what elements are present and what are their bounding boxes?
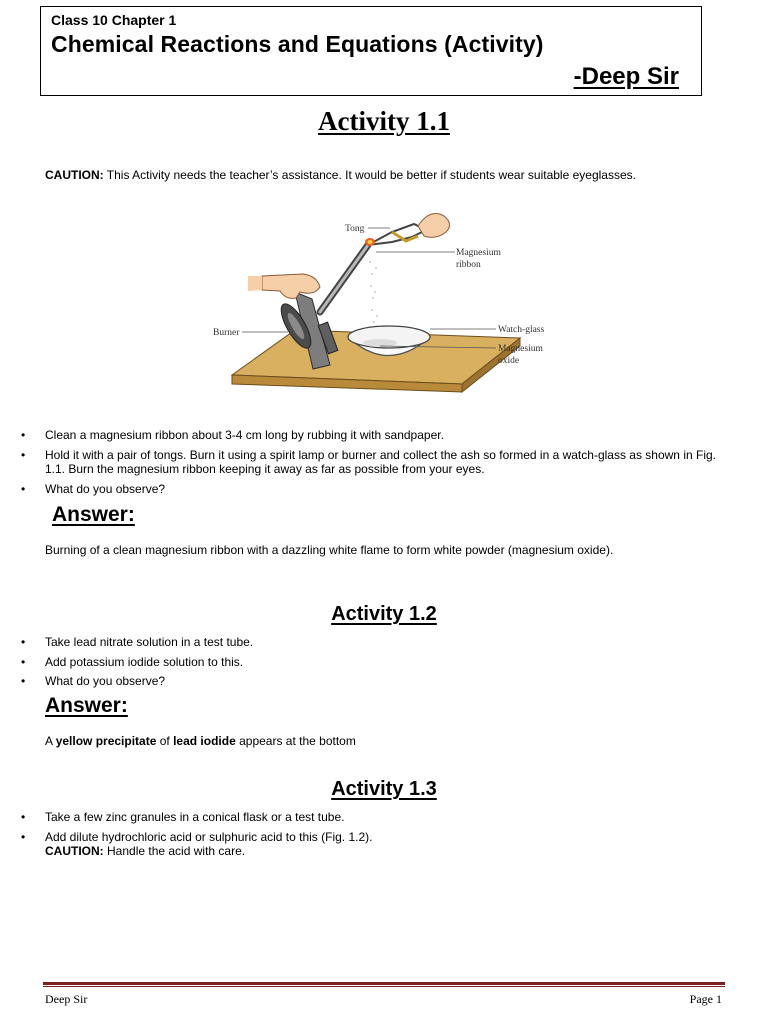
activity-1-2-answer-text [45, 734, 356, 748]
answer-lead-iodide: lead iodide [173, 734, 236, 748]
label-magnesium-oxide-1: Magnesium [498, 344, 543, 354]
header-box [40, 6, 702, 96]
activity-1-1-steps [45, 428, 735, 501]
activity-1-1-heading: Activity 1.1 [318, 106, 450, 136]
author-signature: -Deep Sir [573, 63, 679, 90]
label-watch-glass: Watch-glass [498, 325, 545, 335]
activity-1-1-caution [45, 168, 636, 182]
footer-author: Deep Sir [45, 992, 88, 1006]
activity-1-1-answer-heading: Answer: [52, 503, 135, 526]
caution-label: CAUTION: [45, 844, 104, 858]
caution-label: CAUTION: [45, 168, 104, 182]
caution-text: Handle the acid with care. [103, 844, 246, 858]
activity-1-3-caution [45, 844, 735, 859]
answer-mid: of [156, 734, 174, 748]
answer-yellow-precipitate: yellow precipitate [55, 734, 157, 748]
answer-prefix: A [45, 734, 56, 748]
page-number: Page 1 [689, 992, 722, 1006]
activity-1-2-heading: Activity 1.2 [331, 603, 437, 625]
label-magnesium-ribbon-2: ribbon [456, 260, 481, 270]
activity-1-2-steps [45, 635, 735, 694]
list-item: • Take lead nitrate solution in a test tube. [45, 635, 735, 650]
list-item: • What do you observe? [45, 482, 735, 497]
label-magnesium-oxide-2: oxide [498, 356, 520, 366]
activity-1-3-heading: Activity 1.3 [331, 778, 437, 800]
activity-1-1-answer-text: Burning of a clean magnesium ribbon with a dazzling white flame to form white powder (magnesium oxide). [45, 543, 614, 557]
list-item: • Add potassium iodide solution to this. [45, 655, 735, 670]
footer-divider-thin [43, 986, 725, 987]
label-burner: Burner [213, 328, 240, 338]
activity-1-2-answer-heading: Answer: [45, 694, 128, 717]
list-item: • Take a few zinc granules in a conical flask or a test tube. [45, 810, 735, 825]
list-item [45, 830, 735, 859]
list-item: • Hold it with a pair of tongs. Burn it using a spirit lamp or burner and collect the ash so formed in a watch-glass as shown in Fig. 1.1. Burn the magnesium ribbon keeping it away as far as possible from your eyes. [45, 448, 735, 477]
caution-text: This Activity needs the teacher’s assistance. It would be better if students wear suitable eyeglasses. [103, 168, 636, 182]
magnesium-burning-figure [200, 212, 570, 402]
label-magnesium-ribbon-1: Magnesium [456, 248, 501, 258]
list-item: • What do you observe? [45, 674, 735, 689]
label-tong: Tong [345, 224, 365, 234]
document-title: Chemical Reactions and Equations (Activity) [51, 31, 544, 57]
activity-1-3-steps [45, 810, 735, 864]
footer-divider [43, 982, 725, 985]
answer-suffix: appears at the bottom [235, 734, 356, 748]
list-item: • Clean a magnesium ribbon about 3-4 cm long by rubbing it with sandpaper. [45, 428, 735, 443]
step-text: Add dilute hydrochloric acid or sulphuric acid to this (Fig. 1.2). [45, 829, 373, 844]
class-chapter-label: Class 10 Chapter 1 [51, 12, 177, 28]
